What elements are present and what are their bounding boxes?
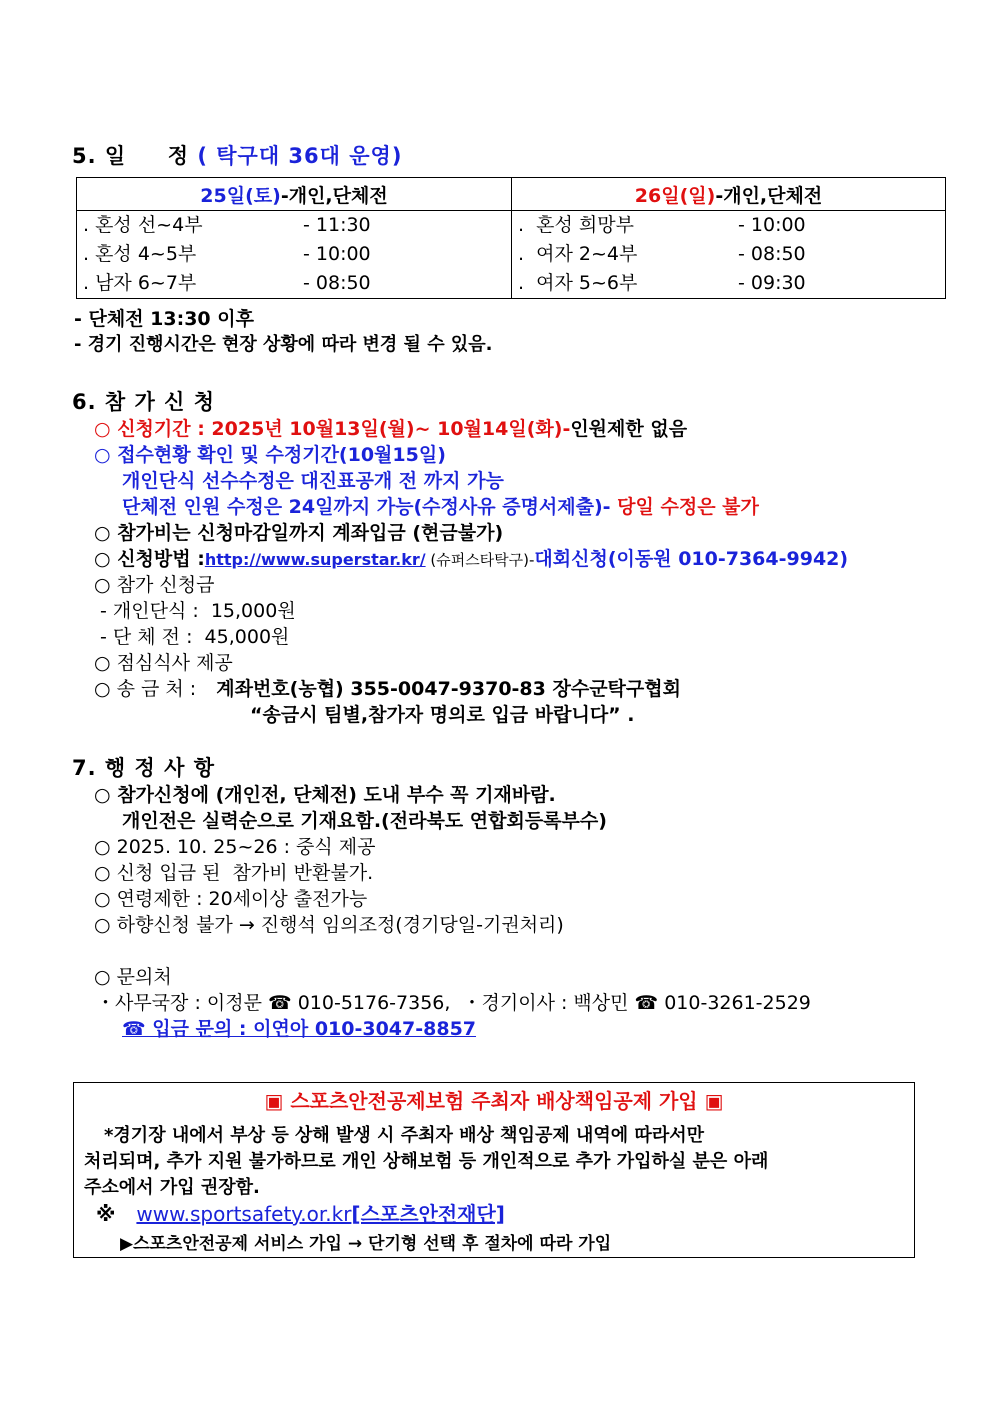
schedule-division: . 남자 6~7부 — [83, 272, 197, 294]
section-7-title: 7. 행 정 사 항 — [72, 756, 215, 780]
schedule-division: . 여자 5~6부 — [518, 272, 638, 294]
admin-item-5: ○ 하향신청 불가 → 진행석 임의조정(경기당일-기권처리) — [94, 914, 564, 936]
day1-type: -개인,단체전 — [280, 184, 388, 207]
section-5-title — [72, 140, 402, 170]
section-5-heading: 5. 일 정 — [72, 144, 190, 168]
day2-date: 26일(일) — [634, 184, 716, 207]
remit-label: ○ 송 금 처 : — [94, 678, 197, 700]
day2-schedule — [512, 211, 946, 299]
note-time-change: - 경기 진행시간은 현장 상황에 따라 변경 될 수 있음. — [74, 334, 493, 355]
reference-mark: ※ — [96, 1202, 116, 1226]
schedule-time: - 09:30 — [738, 272, 806, 294]
admin-item-1-detail: 개인전은 실력순으로 기재요함.(전라북도 연합회등록부수) — [122, 810, 607, 832]
admin-item-3: ○ 신청 입금 된 참가비 반환불가. — [94, 862, 374, 884]
notice-line-1: *경기장 내에서 부상 등 상해 발생 시 주최자 배상 책임공제 내역에 따라서만 — [104, 1125, 704, 1146]
remit-note: “송금시 팀별,참가자 명의로 입금 바랍니다” . — [250, 704, 635, 726]
day2-type: -개인,단체전 — [715, 184, 823, 207]
apply-site-name: (슈퍼스타탁구)- — [425, 551, 535, 569]
admin-item-1: ○ 참가신청에 (개인전, 단체전) 도내 부수 꼭 기재바람. — [94, 784, 556, 806]
schedule-time: - 08:50 — [738, 243, 806, 265]
note-team-time: - 단체전 13:30 이후 — [74, 308, 254, 330]
admin-item-4: ○ 연령제한 : 20세이상 출전가능 — [94, 888, 368, 910]
section-5-subtitle: ( 탁구대 36대 운영) — [197, 144, 403, 168]
check-period: ○ 접수현황 확인 및 수정기간(10월15일) — [94, 444, 446, 466]
schedule-division: . 혼성 선~4부 — [83, 214, 203, 236]
fee-deposit-note: ○ 참가비는 신청마감일까지 계좌입금 (현금불가) — [94, 522, 504, 544]
schedule-row — [512, 269, 945, 298]
day1-header — [77, 178, 512, 211]
schedule-time: - 10:00 — [303, 243, 371, 265]
apply-contact: 대회신청(이동원 010-7364-9942) — [534, 548, 849, 570]
apply-period — [94, 416, 687, 442]
apply-url-link[interactable]: http://www.superstar.kr/ — [204, 550, 426, 569]
sportsafety-label: [스포츠안전재단] — [351, 1202, 505, 1226]
schedule-division: . 여자 2~4부 — [518, 243, 638, 265]
check-team-note — [122, 494, 759, 520]
insurance-notice-title: ▣ 스포츠안전공제보험 주최자 배상책임공제 가입 ▣ — [264, 1089, 724, 1113]
fee-title: ○ 참가 신청금 — [94, 574, 215, 596]
fee-single: - 개인단식 : 15,000원 — [100, 600, 296, 622]
same-day-edit-note: 당일 수정은 불가 — [610, 496, 759, 518]
apply-period-dates: ○ 신청기간 : 2025년 10월13일(월)~ 10월14일(화)- — [94, 418, 571, 440]
notice-line-2: 처리되며, 추가 지원 불가하므로 개인 상해보험 등 개인적으로 추가 가입하실 분은 아래 — [84, 1151, 769, 1172]
notice-steps: ▶스포츠안전공제 서비스 가입 → 단기형 선택 후 절차에 따라 가입 — [120, 1234, 612, 1254]
schedule-row — [512, 240, 945, 269]
schedule-row — [77, 269, 511, 298]
lunch-note: ○ 점심식사 제공 — [94, 652, 233, 674]
schedule-time: - 11:30 — [303, 214, 371, 236]
admin-item-2: ○ 2025. 10. 25~26 : 중식 제공 — [94, 836, 376, 858]
schedule-row — [77, 240, 511, 269]
schedule-row — [77, 211, 511, 240]
day1-date: 25일(토) — [200, 184, 281, 207]
insurance-notice-box — [73, 1082, 915, 1258]
check-individual-note: 개인단식 선수수정은 대진표공개 전 까지 가능 — [122, 470, 504, 492]
remit-info — [94, 676, 681, 702]
schedule-table — [76, 177, 946, 299]
schedule-row — [512, 211, 945, 240]
fee-team: - 단 체 전 : 45,000원 — [100, 626, 290, 648]
contact-line: ・사무국장 : 이정문 ☎ 010-5176-7356, ・경기이사 : 백상민 ☎ 010-3261-2529 — [96, 992, 811, 1014]
schedule-division: . 혼성 희망부 — [518, 214, 634, 236]
apply-method — [94, 546, 848, 573]
day1-schedule — [77, 211, 512, 299]
sportsafety-link[interactable]: www.sportsafety.or.kr — [136, 1202, 352, 1226]
apply-method-label: ○ 신청방법 : — [94, 548, 205, 570]
contact-title: ○ 문의처 — [94, 966, 172, 988]
schedule-division: . 혼성 4~5부 — [83, 243, 197, 265]
schedule-time: - 10:00 — [738, 214, 806, 236]
deposit-contact: ☎ 입금 문의 : 이연아 010-3047-8857 — [122, 1018, 477, 1040]
notice-line-3: 주소에서 가입 권장함. — [84, 1177, 260, 1198]
schedule-time: - 08:50 — [303, 272, 371, 294]
apply-limit: 인원제한 없음 — [570, 418, 688, 440]
section-6-title: 6. 참 가 신 청 — [72, 390, 215, 414]
day2-header — [512, 178, 946, 211]
notice-link-line — [96, 1201, 505, 1227]
remit-account: 계좌번호(농협) 355-0047-9370-83 장수군탁구협회 — [216, 678, 681, 700]
team-edit-note: 단체전 인원 수정은 24일까지 가능(수정사유 증명서제출)- — [122, 496, 611, 518]
